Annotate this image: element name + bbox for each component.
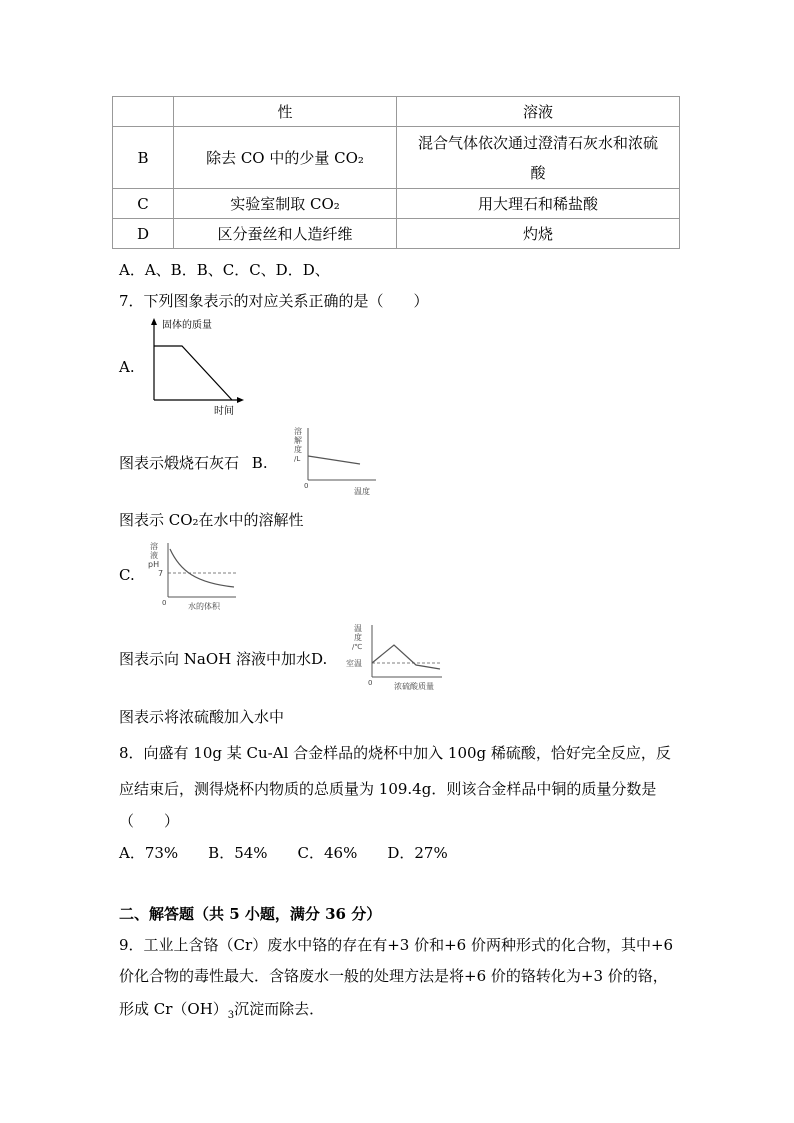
graph-b-ylabel: 度 bbox=[294, 445, 302, 454]
q9-text: 形成 Cr（OH） bbox=[119, 1000, 228, 1018]
graph-d-ylabel: 温 bbox=[354, 624, 362, 633]
graph-c-ylabel: pH bbox=[148, 560, 160, 569]
q9-line: 9．工业上含铬（Cr）废水中铬的存在有+3 价和+6 价两种形式的化合物，其中+6 bbox=[119, 936, 674, 954]
graph-c bbox=[146, 537, 240, 611]
q7-stem: 7．下列图象表示的对应关系正确的是（ ） bbox=[119, 292, 429, 310]
q8-line: 8．向盛有 10g 某 Cu-Al 合金样品的烧杯中加入 100g 稀硫酸，恰好完全反应，反 bbox=[119, 744, 671, 762]
graph-b-xlabel: 温度 bbox=[354, 487, 370, 496]
table-cell: 溶液 bbox=[397, 97, 680, 127]
options-table bbox=[112, 96, 680, 249]
q9-line bbox=[119, 998, 324, 1021]
table-row bbox=[113, 97, 680, 127]
q9-text: 沉淀而除去． bbox=[234, 1000, 325, 1018]
table-cell: 区分蚕丝和人造纤维 bbox=[174, 219, 397, 249]
q9-line: 价化合物的毒性最大．含铬废水一般的处理方法是将+6 价的铬转化为+3 价的铬， bbox=[119, 967, 668, 985]
graph-c-ylabel: 溶 bbox=[150, 542, 158, 551]
q7-option-b-desc: 图表示 CO₂在水中的溶解性 bbox=[119, 511, 304, 529]
table-row bbox=[113, 219, 680, 249]
graph-d bbox=[342, 619, 446, 693]
table-cell-line: 酸 bbox=[530, 163, 546, 182]
graph-d-xlabel: 浓硫酸质量 bbox=[394, 682, 434, 691]
graph-b-origin: 0 bbox=[304, 482, 309, 490]
q7-option-b-label: B. bbox=[251, 454, 268, 472]
table-cell: B bbox=[113, 127, 174, 189]
q7-option-c-label: C. bbox=[119, 566, 135, 584]
table-cell: C bbox=[113, 189, 174, 219]
graph-d-ylabel: /℃ bbox=[352, 643, 363, 651]
graph-d-ylabel: 度 bbox=[354, 633, 362, 642]
graph-d-origin: 0 bbox=[368, 679, 373, 687]
table-cell bbox=[113, 97, 174, 127]
q7-option-a-desc bbox=[119, 452, 268, 473]
table-row bbox=[113, 189, 680, 219]
graph-b bbox=[286, 422, 380, 496]
q9-subscript: 3 bbox=[227, 1010, 235, 1021]
table-cell: 用大理石和稀盐酸 bbox=[397, 189, 680, 219]
graph-a-xlabel: 时间 bbox=[214, 406, 234, 417]
table-cell-line: 混合气体依次通过澄清石灰水和浓硫 bbox=[417, 133, 658, 152]
q8-line: （ ） bbox=[119, 812, 180, 830]
graph-a bbox=[148, 316, 248, 420]
graph-b-ylabel: /L bbox=[294, 455, 301, 463]
table-cell: 性 bbox=[174, 97, 397, 127]
q7-option-d-desc: 图表示将浓硫酸加入水中 bbox=[119, 708, 285, 726]
q8-options: A．73% B．54% C．46% D．27% bbox=[119, 844, 448, 862]
q7-a-desc-text: 图表示煅烧石灰石 bbox=[119, 454, 240, 472]
graph-d-room: 室温 bbox=[346, 659, 362, 668]
table-cell bbox=[397, 127, 680, 189]
q7-option-d-label: D. bbox=[310, 650, 328, 668]
graph-c-xlabel: 水的体积 bbox=[188, 602, 220, 611]
table-cell: 实验室制取 CO₂ bbox=[174, 189, 397, 219]
graph-a-ylabel: 固体的质量 bbox=[162, 320, 212, 331]
table-cell: 灼烧 bbox=[397, 219, 680, 249]
q7-c-desc-text: 图表示向 NaOH 溶液中加水 bbox=[119, 650, 311, 668]
q6-options: A．A、B．B、C．C、D．D、 bbox=[119, 261, 330, 279]
table-cell: D bbox=[113, 219, 174, 249]
graph-b-ylabel: 解 bbox=[294, 436, 302, 445]
q8-line: 应结束后，测得烧杯内物质的总质量为 109.4g．则该合金样品中铜的质量分数是 bbox=[119, 780, 657, 798]
q7-option-a-label: A. bbox=[119, 358, 135, 376]
table-row bbox=[113, 127, 680, 189]
graph-c-ylabel: 液 bbox=[150, 551, 158, 560]
graph-c-seven: 7 bbox=[158, 569, 164, 578]
q7-option-c-desc bbox=[119, 648, 327, 669]
section-heading: 二、解答题（共 5 小题，满分 36 分） bbox=[119, 905, 382, 923]
table-cell: 除去 CO 中的少量 CO₂ bbox=[174, 127, 397, 189]
graph-b-ylabel: 溶 bbox=[294, 427, 302, 436]
graph-c-origin: 0 bbox=[162, 599, 167, 607]
